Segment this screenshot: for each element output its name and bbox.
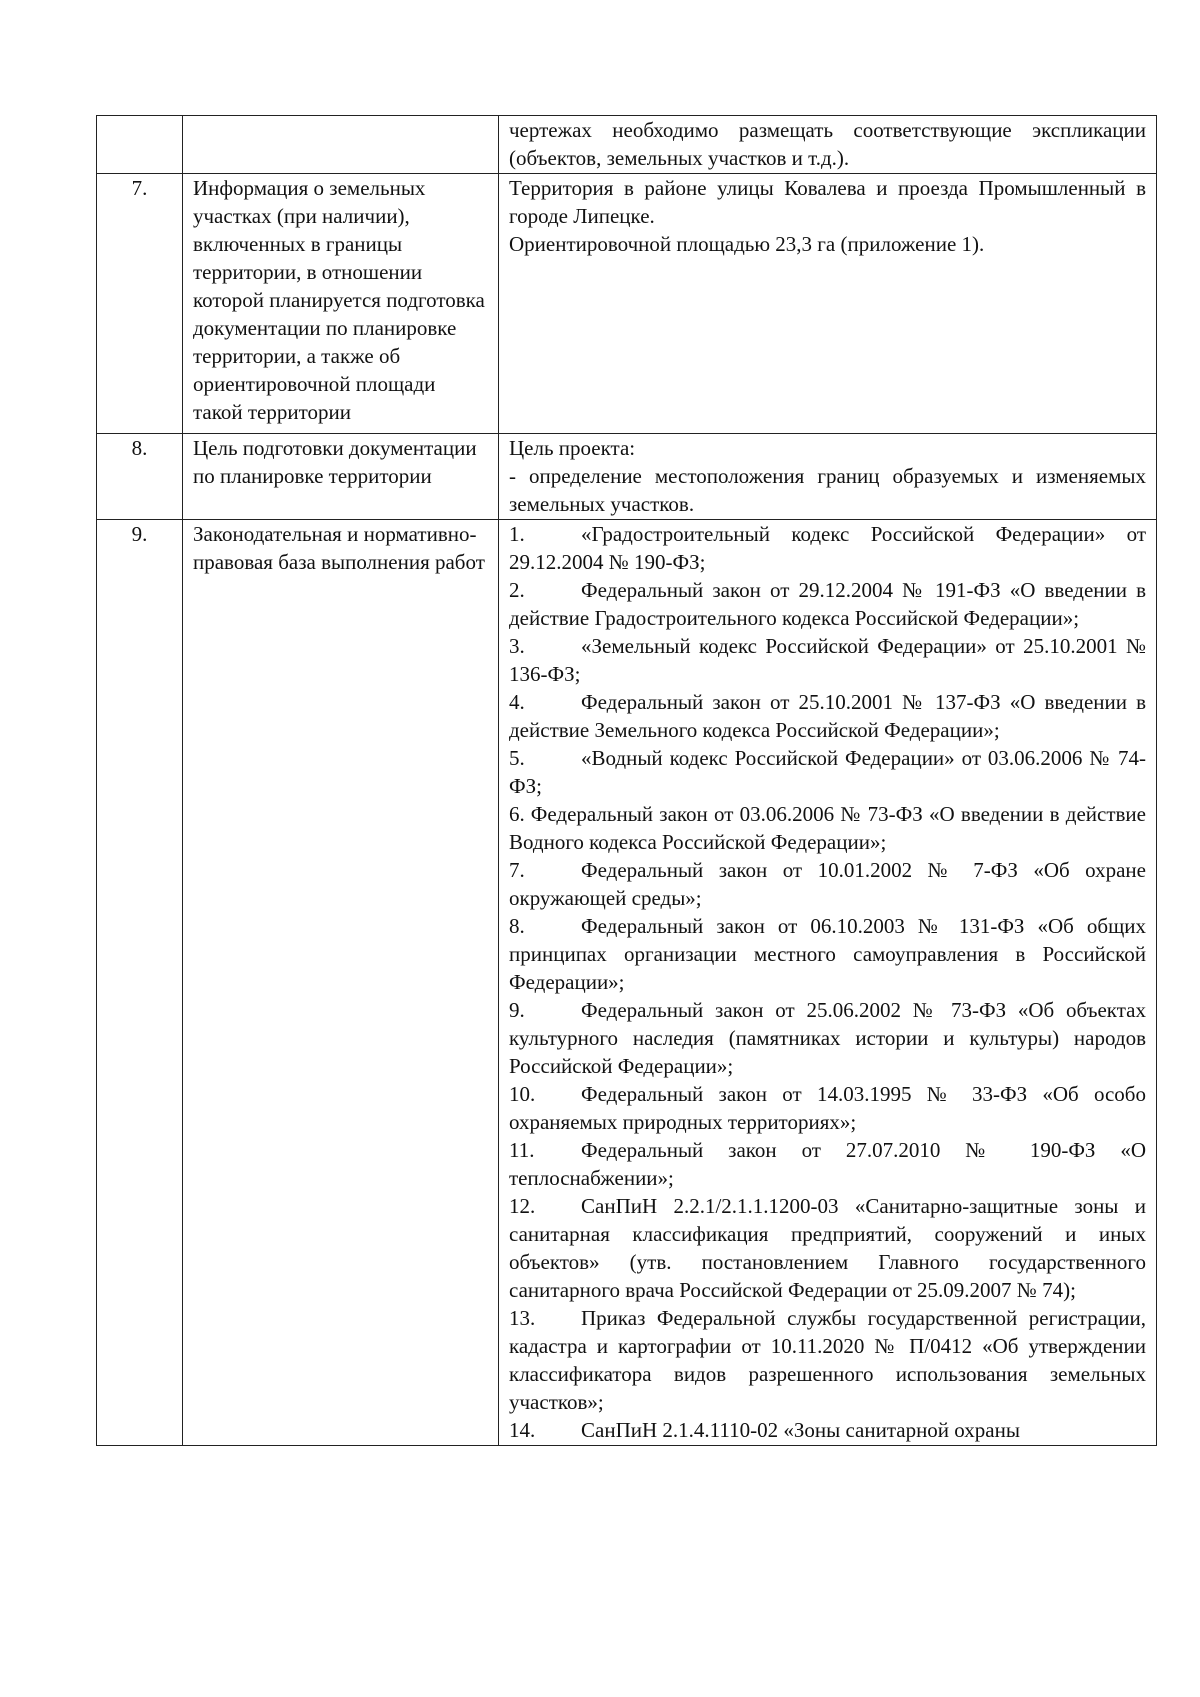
list-item [509, 1304, 1146, 1416]
row-number: 9. [97, 520, 183, 1446]
content-paragraph: Территория в районе улицы Ковалева и проезда Промышленный в городе Липецке. [509, 176, 1146, 228]
row-title: Цель подготовки документации по планировке территории [183, 434, 499, 520]
list-item-number: 1. [509, 522, 525, 546]
list-item-number: 2. [509, 578, 525, 602]
list-item-number: 13. [509, 1306, 536, 1330]
list-item [509, 1192, 1146, 1304]
row-content [499, 520, 1157, 1446]
list-item-text: Приказ Федеральной службы государственной регистрации, кадастра и картографии от 10.11.2020 № П/0412 «Об утверждении классификатора видов разрешенного использования земельных участков»; [509, 1306, 1146, 1414]
row-title: Информация о земельных участках (при наличии), включенных в границы территории, в отношении которой планируется подготовка документации по планировке территории, а также об ориентировочной площади такой территории [183, 174, 499, 434]
list-item [509, 996, 1146, 1080]
list-item-text: СанПиН 2.2.1/2.1.1.1200-03 «Санитарно-защитные зоны и санитарная классификация предприятий, сооружений и иных объектов» (утв. постановлением Главного государственного санитарного врача Российской Федерации от 25.09.2007 № 74); [509, 1194, 1146, 1302]
list-item-number: 7. [509, 858, 525, 882]
row-number [97, 116, 183, 174]
content-paragraph: - определение местоположения границ образуемых и изменяемых земельных участков. [509, 464, 1146, 516]
list-item [509, 632, 1146, 688]
list-item-number: 10. [509, 1082, 536, 1106]
row-number: 8. [97, 434, 183, 520]
table-row [97, 174, 1157, 434]
list-item [509, 856, 1146, 912]
list-item-text: СанПиН 2.1.4.1110-02 «Зоны санитарной охраны [581, 1418, 1020, 1442]
list-item [509, 520, 1146, 576]
table-row [97, 520, 1157, 1446]
list-item-text: Федеральный закон от 25.06.2002 № 73-ФЗ «Об объектах культурного наследия (памятниках истории и культуры) народов Российской Федерации»; [509, 998, 1146, 1078]
content-paragraph: Ориентировочной площадью 23,3 га (приложение 1). [509, 232, 985, 256]
list-item-number: 9. [509, 998, 525, 1022]
list-item-number: 8. [509, 914, 525, 938]
table-row [97, 434, 1157, 520]
list-item-text: «Земельный кодекс Российской Федерации» от 25.10.2001 № 136-ФЗ; [509, 634, 1146, 686]
row-title: Законодательная и нормативно-правовая база выполнения работ [183, 520, 499, 1446]
list-item-text: Федеральный закон от 06.10.2003 № 131-ФЗ «Об общих принципах организации местного самоуправления в Российской Федерации»; [509, 914, 1146, 994]
list-item-number: 4. [509, 690, 525, 714]
list-item [509, 1416, 1146, 1444]
list-item [509, 1136, 1146, 1192]
list-item [509, 912, 1146, 996]
list-item-number: 5. [509, 746, 525, 770]
list-item-number: 3. [509, 634, 525, 658]
list-item-text: «Водный кодекс Российской Федерации» от 03.06.2006 № 74-ФЗ; [509, 746, 1146, 798]
list-item [509, 1080, 1146, 1136]
list-item-text: Федеральный закон от 03.06.2006 № 73-ФЗ «О введении в действие Водного кодекса Российской Федерации»; [509, 802, 1146, 854]
terms-table [96, 115, 1157, 1446]
list-item-number: 14. [509, 1418, 536, 1442]
list-item-text: Федеральный закон от 27.07.2010 № 190-ФЗ «О теплоснабжении»; [509, 1138, 1146, 1190]
list-item-text: Федеральный закон от 29.12.2004 № 191-ФЗ «О введении в действие Градостроительного кодекса Российской Федерации»; [509, 578, 1146, 630]
list-item [509, 744, 1146, 800]
list-item-text: «Градостроительный кодекс Российской Федерации» от 29.12.2004 № 190-ФЗ; [509, 522, 1146, 574]
list-item [509, 800, 1146, 856]
list-item-number: 6. [509, 802, 525, 826]
row-title [183, 116, 499, 174]
list-item-text: Федеральный закон от 14.03.1995 № 33-ФЗ «Об особо охраняемых природных территориях»; [509, 1082, 1146, 1134]
row-number: 7. [97, 174, 183, 434]
row-content [499, 116, 1157, 174]
list-item [509, 688, 1146, 744]
row-content [499, 434, 1157, 520]
content-paragraph: чертежах необходимо размещать соответствующие экспликации (объектов, земельных участков и т.д.). [509, 118, 1146, 170]
content-paragraph: Цель проекта: [509, 436, 636, 460]
row-content [499, 174, 1157, 434]
list-item-number: 11. [509, 1138, 535, 1162]
list-item-text: Федеральный закон от 25.10.2001 № 137-ФЗ «О введении в действие Земельного кодекса Российской Федерации»; [509, 690, 1146, 742]
list-item [509, 576, 1146, 632]
list-item-text: Федеральный закон от 10.01.2002 № 7-ФЗ «Об охране окружающей среды»; [509, 858, 1146, 910]
table-row [97, 116, 1157, 174]
list-item-number: 12. [509, 1194, 536, 1218]
